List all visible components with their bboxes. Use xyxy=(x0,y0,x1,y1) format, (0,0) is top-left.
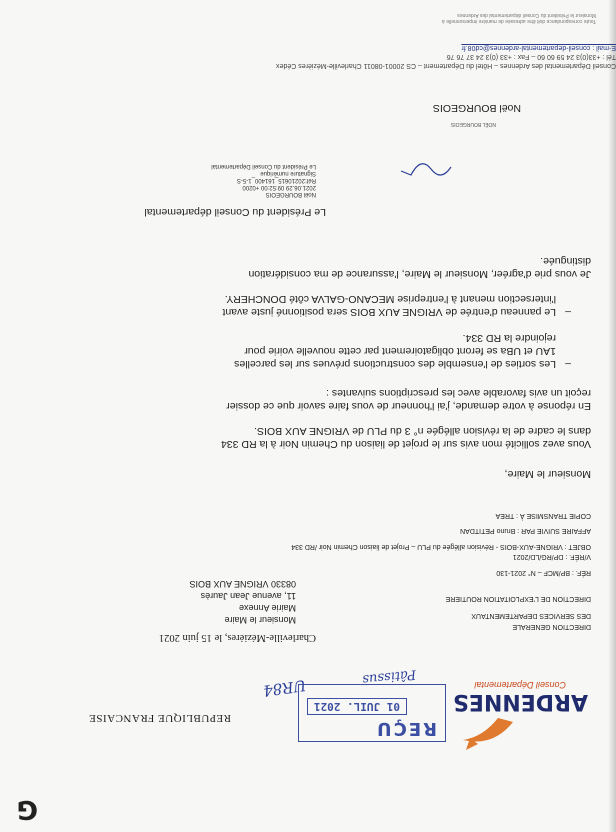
footer-line: E-mail : conseil-departemental-ardennes@cd08.fr xyxy=(461,44,616,51)
footer-fine-line: Toute correspondance doit être adressée de manière impersonnelle à xyxy=(442,18,596,24)
place-date: Charleville-Mézières, le 15 juin 2021 xyxy=(158,632,316,643)
corner-letter-mark: G xyxy=(16,794,38,824)
bullet-dash: – xyxy=(565,306,571,318)
prescription-exits xyxy=(234,331,556,370)
department-logo xyxy=(453,677,596,752)
sender-block xyxy=(446,593,591,632)
footer-fine-print xyxy=(442,12,596,24)
logo-subtitle: Conseil Départemental xyxy=(474,680,566,690)
paragraph-request xyxy=(221,424,591,450)
body-line: Je vous prie d'agréer, Monsieur le Maire, l'assurance de ma considération xyxy=(248,268,591,280)
ref-line: OBJET : VRIGNE-AUX-BOIS - Révision allégée du PLU – Projet de liaison Chemin Noir /RD 334 xyxy=(291,543,591,550)
footer-contact xyxy=(276,43,616,70)
body-line: 1AU et UBa se feront obligatoirement par cette nouvelle voirie pour xyxy=(244,345,556,357)
recipient-line: Mairie Annexe xyxy=(238,603,296,613)
logo-swoosh-icon xyxy=(458,712,518,752)
handwritten-annotation: UR84 xyxy=(261,676,308,700)
republic-heading: REPUBLIQUE FRANCAISE xyxy=(88,712,231,724)
sig-line: Le Président du Conseil Départemental xyxy=(211,163,316,169)
recipient-line: Monsieur le Maire xyxy=(224,615,296,625)
body-line: Vous avez sollicité mon avis sur le projet de liaison du Chemin Noir à la RD 334 xyxy=(220,438,591,450)
sender-line: DIRECTION GENERALE xyxy=(512,623,591,630)
body-line: dans le cadre de la révision allégée n° 3 du PLU de VRIGNE AUX BOIS. xyxy=(254,425,591,437)
stamp-recu: REÇU xyxy=(375,718,437,739)
ref-line: COPIE TRANSMISE À : TREA xyxy=(495,512,591,519)
sig-line: Noël BOURGEOIS xyxy=(265,191,316,197)
footer-line: Tél : +33(0)3 24 59 60 60 – Fax : +33 (0)3 24 37 76 76 xyxy=(446,53,616,60)
sender-line: DES SERVICES DEPARTEMENTAUX xyxy=(471,612,591,619)
ref-line: V/RÉF. : DP/RG/LD/2021 xyxy=(512,553,591,561)
stamp-date: 01 JUIL. 2021 xyxy=(307,698,407,715)
body-line: En réponse à votre demande, j'ai l'honneur de vous faire savoir que ce dossier xyxy=(226,400,591,412)
body-line: Le panneau d'entrée de VRIGNE AUX BOIS sera positionné juste avant xyxy=(222,306,556,318)
prescription-sign xyxy=(222,292,556,318)
reference-block xyxy=(291,510,591,578)
sender-line: DIRECTION DE L'EXPLOITATION ROUTIERE xyxy=(445,595,591,602)
body-line: reçoit un avis favorable avec les prescriptions suivantes : xyxy=(326,387,591,399)
closing-formula xyxy=(248,254,591,280)
footer-line: Conseil Départemental des Ardennes – Hôtel du Département – CS 20001-08011 Charleville-Mézières Cédex xyxy=(276,62,616,69)
stamp-handwriting: Pâtissus xyxy=(361,666,417,687)
signatory-title: Le Président du Conseil départemental xyxy=(144,206,326,218)
ref-line: AFFAIRE SUIVIE PAR : Bruno PETITDAN xyxy=(460,527,591,535)
recipient-line: 08330 VRIGNE AUX BOIS xyxy=(189,579,296,589)
sig-line: Réf:20210615_161400_1-5-S xyxy=(236,177,316,183)
logo-name: ARDENNES xyxy=(453,689,588,714)
ref-line: RÉF. : BP/MCF – N° 2021-130 xyxy=(496,569,591,576)
digital-signature-block xyxy=(211,162,316,197)
recipient-line: 11, avenue Jean Jaurès xyxy=(200,591,296,601)
sig-line: Signature numérique xyxy=(260,170,316,176)
bullet-dash: – xyxy=(565,358,571,370)
recipient-block xyxy=(189,578,296,636)
footer-fine-line: Monsieur le Président du Conseil départemental des Ardennes xyxy=(457,12,596,18)
body-line: distinguée. xyxy=(540,255,591,267)
scan-edge-shadow xyxy=(608,0,616,832)
salutation: Monsieur le Maire, xyxy=(504,468,591,480)
body-line: l'intersection menant à l'entreprise MECANO-GALVA côté DONCHERY. xyxy=(224,293,556,305)
body-line: Les sorties de l'ensemble des constructions prévues sur les parcelles xyxy=(234,358,556,370)
paragraph-response xyxy=(226,386,591,412)
small-signer-name: NOËL BOURGEOIS xyxy=(450,121,496,127)
received-stamp xyxy=(298,684,446,742)
body-line: rejoindre la RD 334. xyxy=(462,332,556,344)
signature-scribble-icon xyxy=(396,157,456,187)
sig-line: 2021.06.29 09:52:00 +0200 xyxy=(242,184,316,190)
signer-name: Noël BOURGEOIS xyxy=(432,102,521,114)
